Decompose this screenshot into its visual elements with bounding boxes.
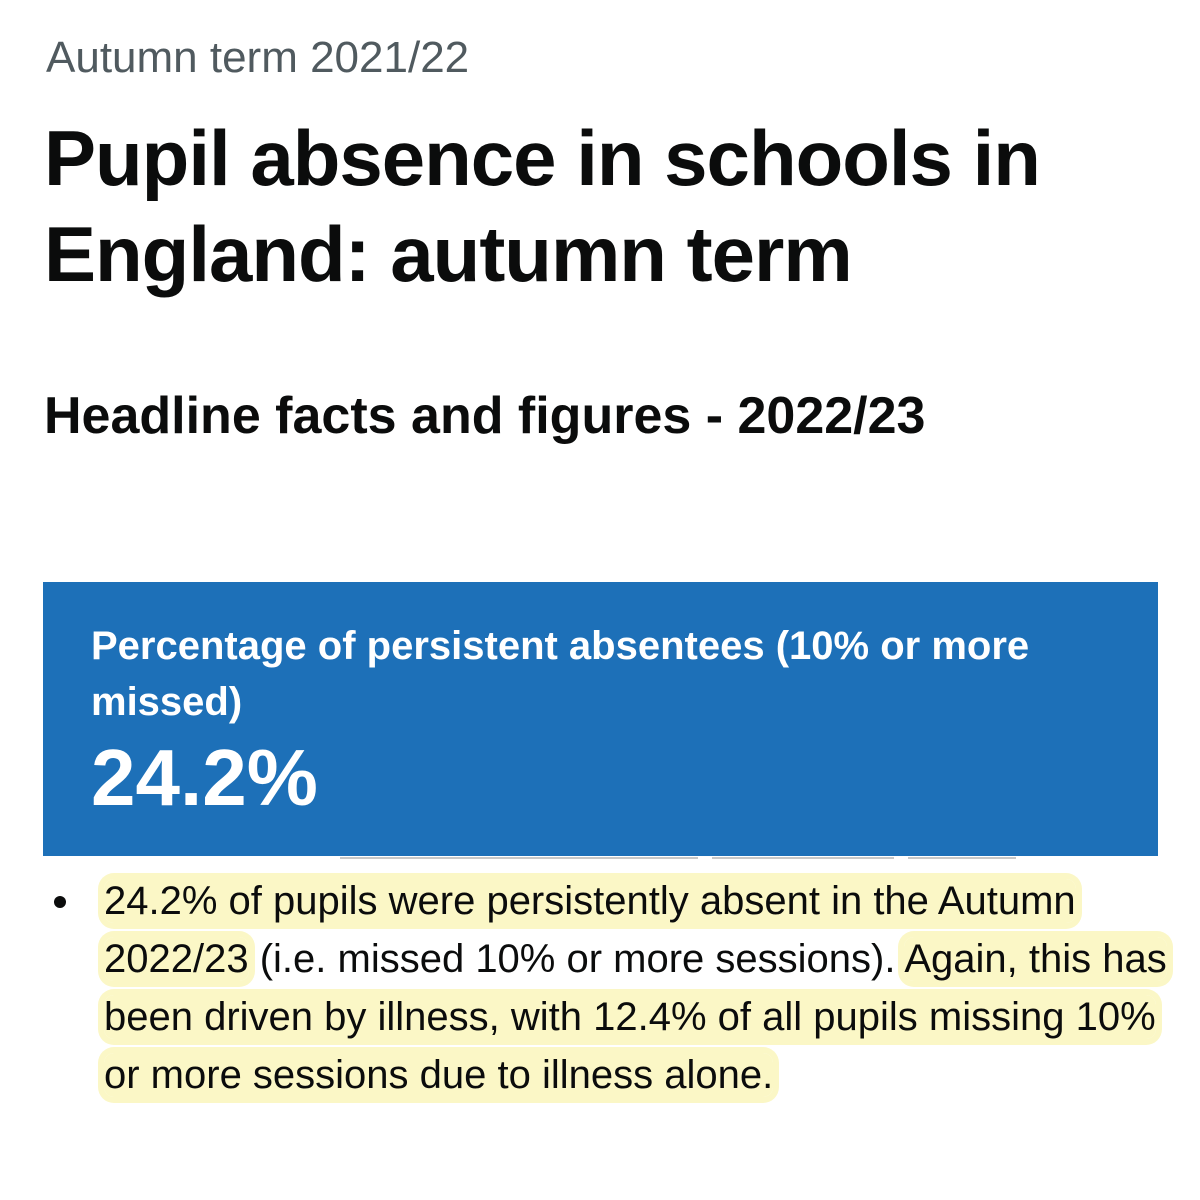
page-caption: Autumn term 2021/22	[46, 33, 470, 82]
headline-bullet-list	[42, 872, 1172, 1104]
stat-value: 24.2%	[91, 733, 318, 822]
link-underline-fragment	[340, 857, 698, 859]
link-underline-fragment	[712, 857, 894, 859]
link-underline-fragment	[908, 857, 1016, 859]
highlighted-text: Again, this has been driven by illness, with 12.4% of all pupils missing 10% or more sessions due to illness alone.	[104, 937, 1167, 1097]
bullet-text: (i.e. missed 10% or more sessions).	[248, 937, 905, 981]
headline-stat-panel	[43, 582, 1158, 856]
bullet-icon	[54, 896, 66, 908]
list-item	[42, 872, 1172, 1104]
stat-label: Percentage of persistent absentees (10% or more missed)	[91, 624, 1030, 724]
section-heading: Headline facts and figures - 2022/23	[44, 387, 926, 445]
page-title: Pupil absence in schools in England: autumn term	[44, 114, 1040, 298]
highlighted-text: 24.2% of pupils were persistently absent in the Autumn 2022/23	[104, 879, 1076, 981]
